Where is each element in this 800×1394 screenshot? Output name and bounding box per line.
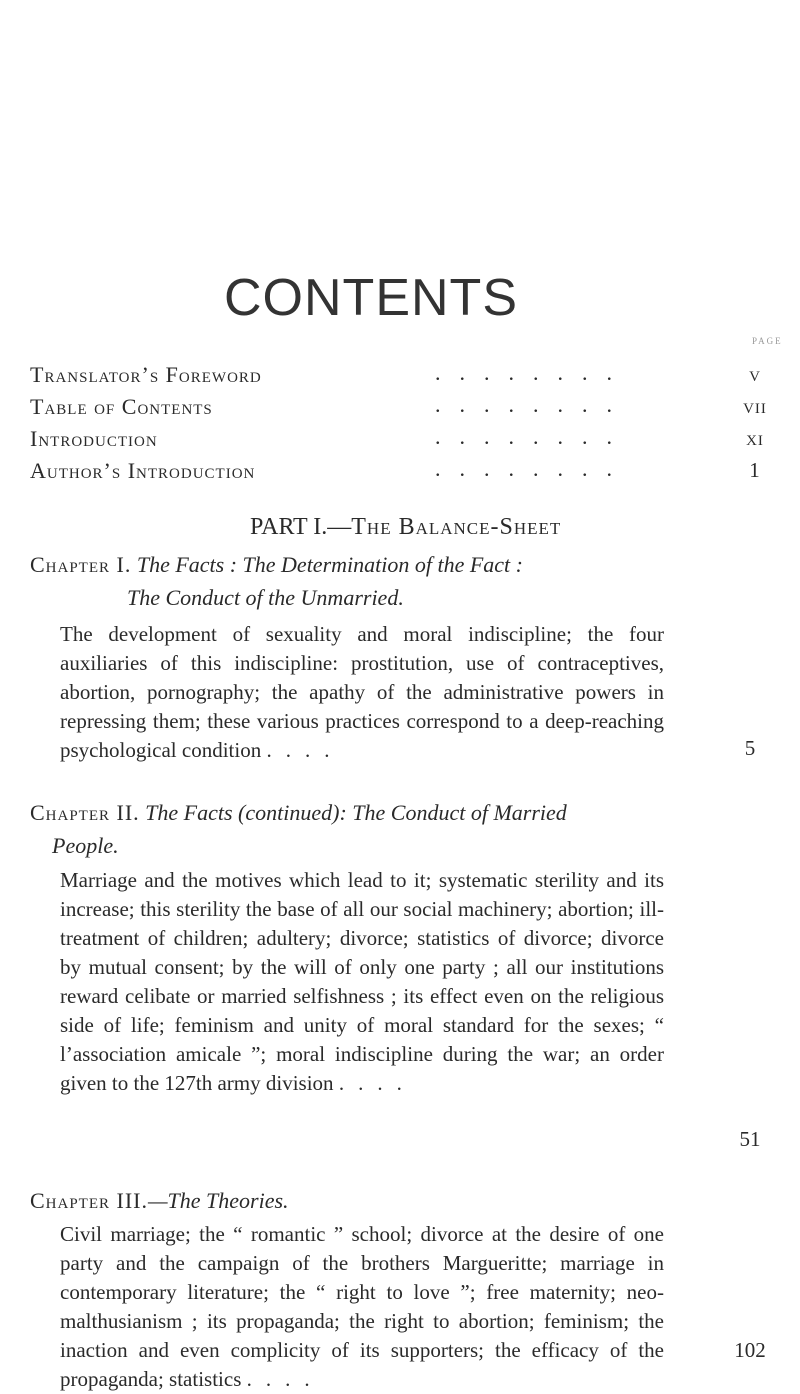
entry-page: v	[749, 362, 761, 386]
entry-label: Introduction	[30, 426, 158, 451]
chapter-title-continued: People.	[52, 833, 119, 858]
part-heading	[250, 514, 561, 541]
part-number: PART I.—	[250, 514, 352, 540]
chapter-number: Chapter II.	[30, 800, 140, 825]
summary-text: Civil marriage; the “ romantic ” school; divorce at the desire of one party and the campaign of the brothers Margueritte; marriage in contemporary literature; the “ right to love ”; free maternity; neo-malthusianism ; its propaganda; the right to abortion; feminism; the inaction and even complicity of its supporters; the efficacy of the propaganda; statistics	[60, 1222, 664, 1391]
summary-text: The development of sexuality and moral indiscipline; the four auxiliaries of this indiscipline: prostitution, use of contraceptives, abortion, pornography; the apathy of the administrative powers in repressing them; these various practices correspond to a deep-reaching psychological condition	[60, 622, 664, 762]
dot-leader: ........	[435, 392, 631, 417]
chapter-page: 5	[744, 736, 756, 760]
chapter-title: The Facts : The Determination of the Fact :	[136, 552, 523, 577]
chapter-heading[interactable]	[30, 548, 690, 614]
entry-label: Author’s Introduction	[30, 458, 256, 483]
entry-label: Translator’s Foreword	[30, 362, 262, 387]
dot-leader: ........	[435, 456, 631, 481]
dot-leader: ........	[435, 424, 631, 449]
entry-page: 1	[749, 458, 761, 482]
entry-page: vii	[743, 394, 767, 418]
chapter-page: 51	[739, 1127, 761, 1151]
dot-leader: ........	[435, 360, 631, 385]
chapter-title: The Facts (continued): The Conduct of Married	[145, 800, 567, 825]
dot-leader: ....	[266, 738, 344, 762]
entry-page: xi	[746, 426, 764, 450]
chapter-summary	[60, 620, 664, 765]
chapter-heading[interactable]	[30, 796, 690, 862]
chapter-number: Chapter I.	[30, 552, 132, 577]
toc-entry-translators-foreword[interactable]	[30, 362, 770, 392]
part-title: The Balance-Sheet	[351, 514, 562, 540]
toc-entry-introduction[interactable]	[30, 426, 770, 456]
chapter-title-continued: The Conduct of the Unmarried.	[127, 585, 404, 610]
toc-entry-table-of-contents[interactable]	[30, 394, 770, 424]
chapter-number: Chapter III.	[30, 1188, 148, 1213]
chapter-heading[interactable]	[30, 1184, 690, 1217]
chapter-summary	[60, 866, 664, 1098]
chapter-page: 102	[734, 1338, 766, 1362]
entry-label: Table of Contents	[30, 394, 213, 419]
dot-leader: ....	[246, 1367, 324, 1391]
toc-entry-authors-introduction[interactable]	[30, 458, 770, 488]
dot-leader: ....	[338, 1071, 416, 1095]
page-column-label: PAGE	[752, 336, 783, 346]
chapter-summary	[60, 1220, 664, 1394]
page-title: CONTENTS	[224, 269, 518, 327]
summary-text: Marriage and the motives which lead to it; systematic sterility and its increase; this sterility the base of all our social machinery; abortion; ill-treatment of children; adultery; divorce; statistics of divorce; divorce by mutual consent; by the will of only one party ; all our institutions reward celibate or married selfishness ; its effect even on the religious side of life; feminism and unity of moral standard for the sexes; “ l’association amicale ”; moral indiscipline during the war; an order given to the 127th army division	[60, 868, 664, 1095]
chapter-title: —The Theories.	[148, 1188, 289, 1213]
